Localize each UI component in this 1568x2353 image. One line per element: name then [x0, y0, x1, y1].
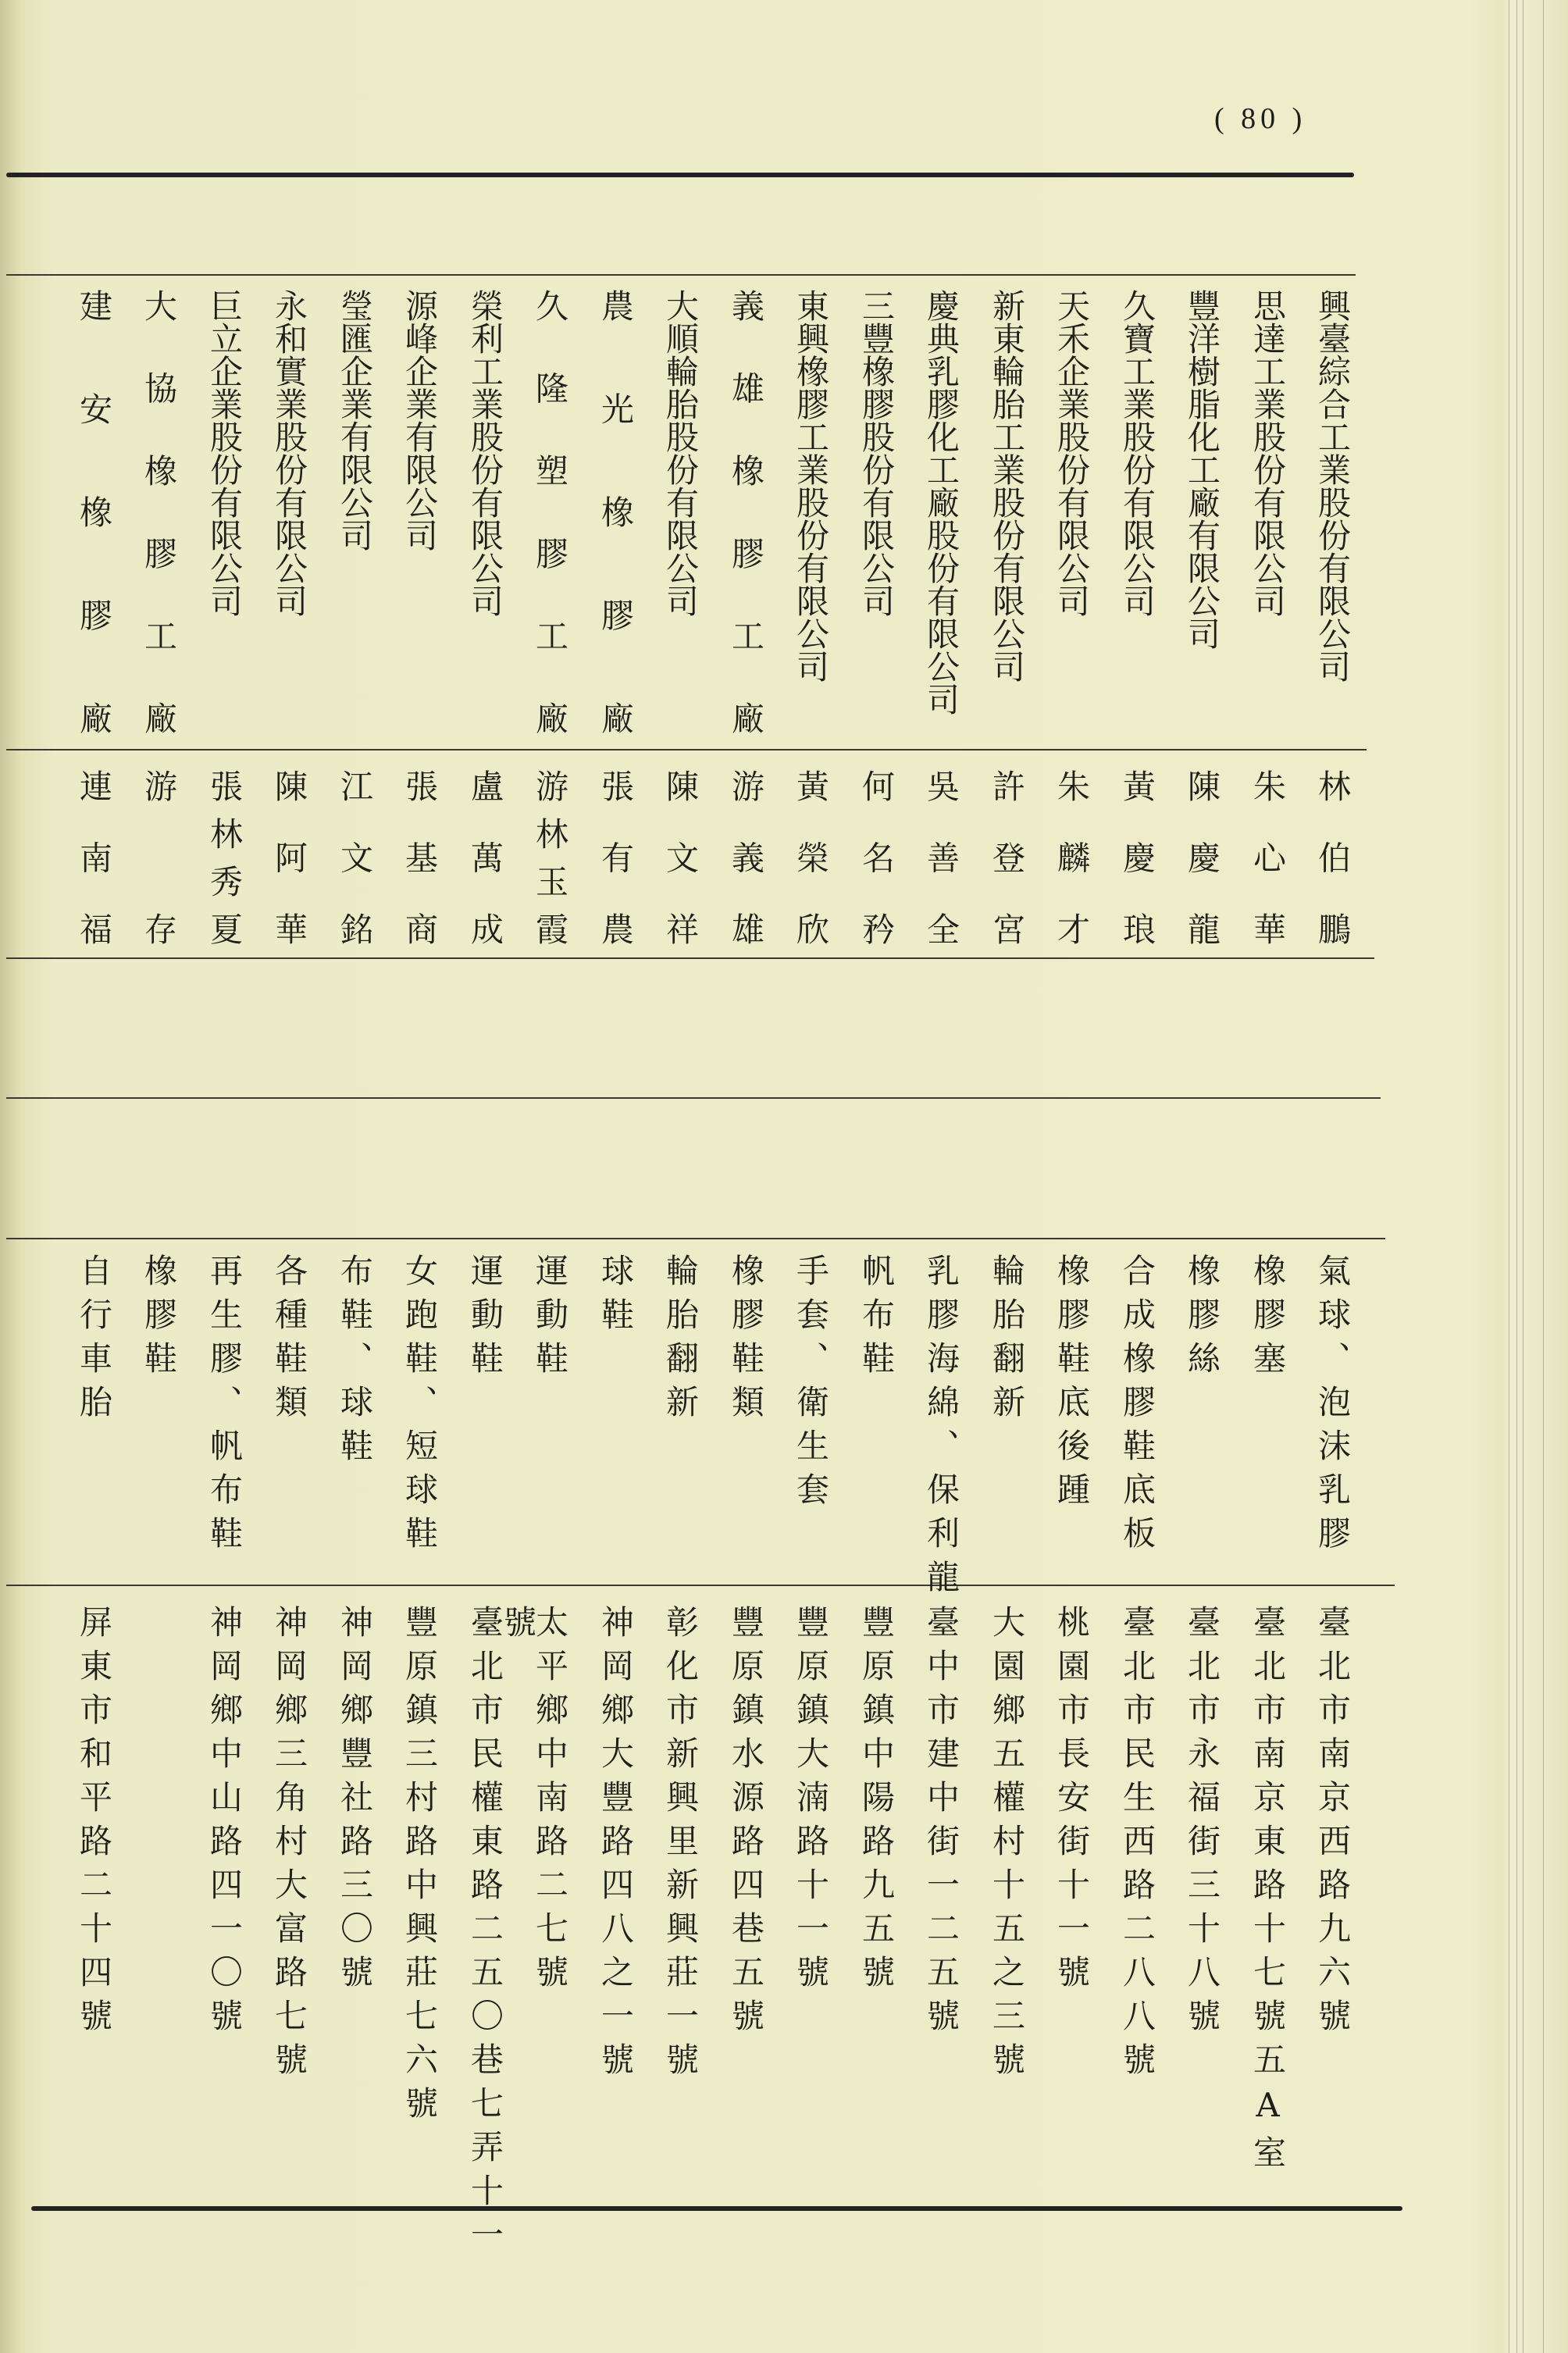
- address: 豐原鎮大湳路十一號: [792, 1605, 830, 1998]
- representative-name: 張林秀夏: [205, 769, 244, 945]
- company-name: 豐洋樹脂化工廠有限公司: [1183, 289, 1221, 650]
- company-name: 新東輪胎工業股份有限公司: [988, 289, 1026, 683]
- representative-name: 游林玉霞: [531, 769, 569, 945]
- address-overflow: 號: [499, 1605, 537, 1649]
- address: 桃園市長安街十一號: [1053, 1605, 1091, 1998]
- representative-name: 游義雄: [727, 769, 765, 945]
- representative-name: 張基商: [401, 769, 439, 945]
- address: 臺中市建中街一二五號: [922, 1605, 960, 2042]
- product-description: 橡膠鞋類: [727, 1253, 765, 1428]
- product-description: 橡膠鞋底後踵: [1053, 1253, 1091, 1516]
- address: 神岡鄉大豐路四八之一號: [597, 1605, 635, 2086]
- company-name: 源峰企業有限公司: [401, 289, 439, 551]
- representative-name: 朱心華: [1249, 769, 1287, 945]
- product-description: 合成橡膠鞋底板: [1118, 1253, 1156, 1560]
- representative-name: 陳阿華: [270, 769, 308, 945]
- address: 太平鄉中南路二七號: [531, 1605, 569, 1998]
- product-description: 布鞋、球鞋: [336, 1253, 374, 1472]
- product-description: 輪胎翻新: [661, 1253, 700, 1428]
- company-name: 慶典乳膠化工廠股份有限公司: [922, 289, 960, 715]
- representative-name: 林伯鵬: [1313, 769, 1352, 945]
- top-rule: [6, 173, 1354, 177]
- product-description: 橡膠塞: [1249, 1253, 1287, 1385]
- address: 神岡鄉中山路四一〇號: [205, 1605, 244, 2042]
- representative-name: 吳善全: [922, 769, 960, 945]
- address: 屏東市和平路二十四號: [75, 1605, 113, 2042]
- bottom-rule: [31, 2206, 1402, 2211]
- address: 神岡鄉豐社路三〇號: [336, 1605, 374, 1998]
- address: 臺北市南京東路十七號五A室: [1249, 1605, 1287, 2179]
- company-person-divider: [6, 749, 1367, 750]
- address: 臺北市民權東路二五〇巷七弄十一: [466, 1605, 504, 2261]
- address: 彰化市新興里新興莊一號: [661, 1605, 700, 2086]
- company-name: 思達工業股份有限公司: [1249, 289, 1287, 617]
- product-description: 運動鞋: [466, 1253, 504, 1385]
- representative-name: 何名矜: [857, 769, 896, 945]
- company-name: 榮利工業股份有限公司: [466, 289, 504, 617]
- product-description: 橡膠鞋: [140, 1253, 178, 1385]
- product-description: 再生膠、帆布鞋: [205, 1253, 244, 1560]
- representative-name: 陳文祥: [661, 769, 700, 945]
- company-name: 大協橡膠工廠: [140, 289, 178, 734]
- company-name: 三豐橡膠股份有限公司: [857, 289, 896, 617]
- product-address-divider: [6, 1585, 1395, 1586]
- representative-name: 黃慶琅: [1118, 769, 1156, 945]
- header-divider: [6, 274, 1356, 276]
- address: 豐原鎮水源路四巷五號: [727, 1605, 765, 2042]
- company-name: 建安橡膠廠: [75, 289, 113, 734]
- address: 臺北市民生西路二八八號: [1118, 1605, 1156, 2086]
- product-description: 運動鞋: [531, 1253, 569, 1385]
- address: 豐原鎮中陽路九五號: [857, 1605, 896, 1998]
- product-description: 自行車胎: [75, 1253, 113, 1428]
- product-description: 女跑鞋、短球鞋: [401, 1253, 439, 1560]
- company-name: 久寶工業股份有限公司: [1118, 289, 1156, 617]
- company-name: 興臺綜合工業股份有限公司: [1313, 289, 1352, 683]
- company-name: 瑩匯企業有限公司: [336, 289, 374, 551]
- representative-name: 許登宮: [988, 769, 1026, 945]
- product-description: 氣球、泡沫乳膠: [1313, 1253, 1352, 1560]
- company-name: 義雄橡膠工廠: [727, 289, 765, 734]
- address: 神岡鄉三角村大富路七號: [270, 1605, 308, 2086]
- page-number: ( 80 ): [1214, 102, 1307, 135]
- person-blank-divider: [6, 957, 1374, 959]
- representative-name: 黃榮欣: [792, 769, 830, 945]
- page-edge-line: [1543, 0, 1544, 2353]
- representative-name: 朱麟才: [1053, 769, 1091, 945]
- representative-name: 江文銘: [336, 769, 374, 945]
- product-description: 球鞋: [597, 1253, 635, 1341]
- blank-divider: [6, 1097, 1381, 1099]
- product-description: 乳膠海綿、保利龍: [922, 1253, 960, 1603]
- address: 大園鄉五權村十五之三號: [988, 1605, 1026, 2086]
- product-description: 輪胎翻新: [988, 1253, 1026, 1428]
- representative-name: 游存: [140, 769, 178, 945]
- representative-name: 連南福: [75, 769, 113, 945]
- company-name: 永和實業股份有限公司: [270, 289, 308, 617]
- company-name: 農光橡膠廠: [597, 289, 635, 734]
- product-description: 各種鞋類: [270, 1253, 308, 1428]
- company-name: 天禾企業股份有限公司: [1053, 289, 1091, 617]
- company-name: 久隆塑膠工廠: [531, 289, 569, 734]
- representative-name: 盧萬成: [466, 769, 504, 945]
- page-edge-line: [1516, 0, 1517, 2353]
- address: 臺北市永福街三十八號: [1183, 1605, 1221, 2042]
- blank-product-divider: [6, 1238, 1385, 1239]
- address: 豐原鎮三村路中興莊七六號: [401, 1605, 439, 2130]
- product-description: 手套、衛生套: [792, 1253, 830, 1516]
- product-description: 橡膠絲: [1183, 1253, 1221, 1385]
- company-name: 巨立企業股份有限公司: [205, 289, 244, 617]
- representative-name: 陳慶龍: [1183, 769, 1221, 945]
- product-description: 帆布鞋: [857, 1253, 896, 1385]
- company-name: 東興橡膠工業股份有限公司: [792, 289, 830, 683]
- representative-name: 張有農: [597, 769, 635, 945]
- address: 臺北市南京西路九六號: [1313, 1605, 1352, 2042]
- company-name: 大順輪胎股份有限公司: [661, 289, 700, 617]
